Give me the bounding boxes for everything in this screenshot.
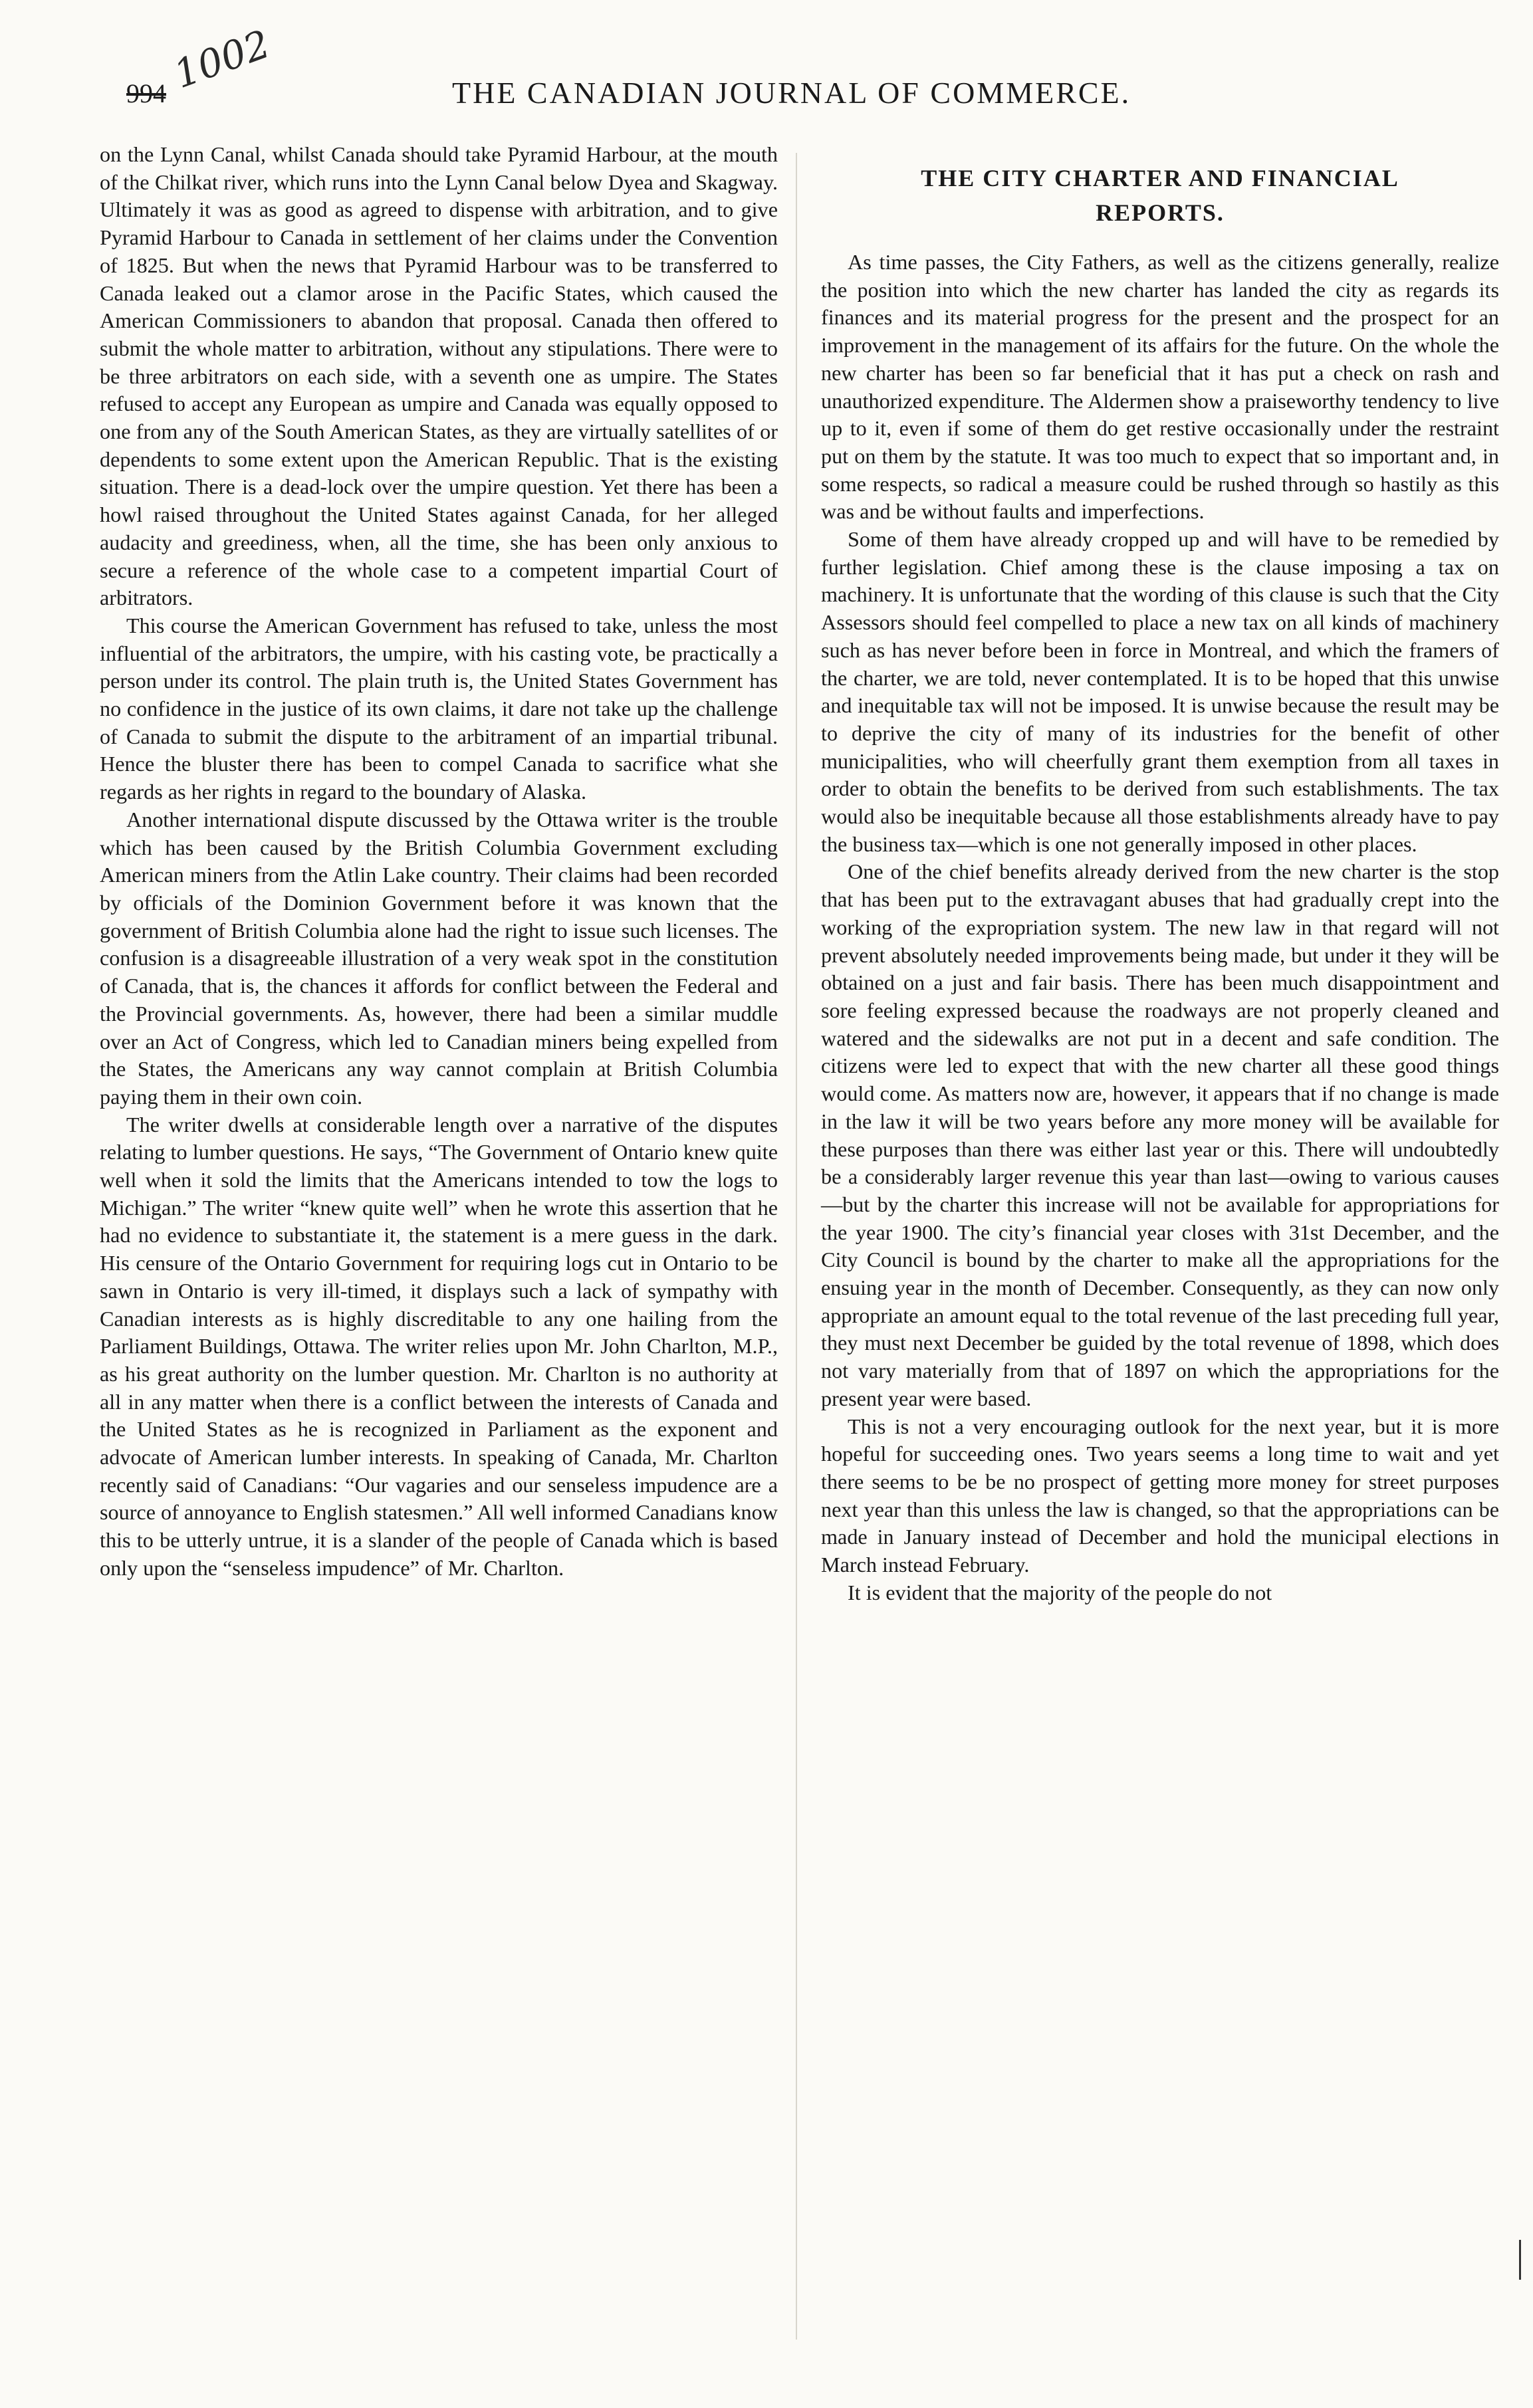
article-title-line: THE CITY CHARTER AND FINANCIAL (921, 165, 1399, 191)
column-divider (796, 153, 797, 2340)
journal-title: THE CANADIAN JOURNAL OF COMMERCE. (452, 76, 1131, 110)
paragraph: on the Lynn Canal, whilst Canada should take Pyramid Harbour, at the mouth of the Chilkat river, which runs into the Lynn Canal below Dyea and Skagway. Ultimately it was as good as agreed to dispense with arbitration, and to give Pyramid Harbour to Canada in settlement of her claims under the Convention of 1825. But when the news that Pyramid Harbour was to be transferred to Canada leaked out a clamor arose in the Pacific States, which caused the American Commissioners to abandon that proposal. Canada then offered to submit the whole matter to arbitration, without any stipulations. There were to be three arbitrators on each side, with a seventh one as umpire. The States refused to accept any European as umpire and Canada was equally opposed to one from any of the South American States, as they are virtually satellites of or dependents to some extent upon the American Republic. That is the existing situation. There is a dead-lock over the umpire question. Yet there has been a howl raised throughout the United States against Canada, for her alleged audacity and greediness, when, all the time, she has been only anxious to secure a reference of the whole case to a competent impartial Court of arbitrators. (100, 142, 778, 610)
page-header (126, 21, 1423, 130)
paragraph: As time passes, the City Fathers, as well as the citizens generally, realize the position into which the new charter has landed the city as regards its finances and its material progress for the present and the prospect for an improvement in the management of its affairs for the future. On the whole the new charter has been so far beneficial that it has put a check on rash and unauthorized expenditure. The Aldermen show a praiseworthy tendency to live up to it, even if some of them do get restive occasionally under the restraint put on them by the statute. It was too much to expect that so important and, in some respects, so radical a measure could be rushed through so hastily as this was and be without faults and imperfections. (821, 250, 1499, 524)
paragraph: Another international dispute discussed by the Ottawa writer is the trouble which has been caused by the British Columbia Government excluding American miners from the Atlin Lake country. Their claims had been recorded by officials of the Dominion Government before it was known that the government of British Columbia alone had the right to issue such licenses. The confusion is a disagreeable illustration of a very weak spot in the constitution of Canada, that is, the chances it affords for conflict between the Federal and the Provincial governments. As, however, there had been a similar muddle over an Act of Congress, which led to Canadian miners being expelled from the States, the Americans any way cannot complain at British Columbia paying them in their own coin. (100, 807, 778, 1109)
right-column (821, 141, 1499, 1606)
paragraph: Some of them have already cropped up and will have to be remedied by further legislation. Chief among these is the clause imposing a tax on machinery. It is unfortunate that the wording of this clause is such that the City Assessors should feel compelled to place a new tax on all kinds of machinery such as has never before been in force in Montreal, and which the framers of the charter, we are told, never contemplated. It is to be hoped that this unwise and inequitable tax will not be imposed. It is unwise because the result may be to deprive the city of many of its industries for the benefit of other municipalities, who will cheerfully grant them exemption from all taxes in order to obtain the benefits to be derived from such establishments. The tax would also be inequitable because all those establishments already have to pay the business tax—which is one not generally imposed in other places. (821, 527, 1499, 856)
edge-mark (1519, 2240, 1521, 2280)
paragraph: It is evident that the majority of the people do not (848, 1580, 1272, 1604)
paragraph: This is not a very encouraging outlook for the next year, but it is more hopeful for succeeding ones. Two years seems a long time to wait and yet there seems to be be no prospect of getting more money for street purposes next year than this unless the law is changed, so that the appropriations can be made in January instead of December and hold the municipal elections in March instead February. (821, 1414, 1499, 1577)
left-column (100, 141, 778, 1583)
article-title (821, 161, 1499, 230)
paragraph: The writer dwells at considerable length over a narrative of the disputes relating to lumber questions. He says, “The Government of Ontario knew quite well when it sold the limits that the Americans intended to tow the logs to Michigan.” The writer “knew quite well” when he wrote this assertion that he had no evidence to substantiate it, the statement is a mere guess in the dark. His censure of the Ontario Government for requiring logs cut in Ontario to be sawn in Ontario is very ill-timed, it displays such a lack of sympathy with Canadian interests as is highly discreditable to any one hailing from the Parliament Buildings, Ottawa. The writer relies upon Mr. John Charlton, M.P., as his great authority on the lumber question. Mr. Charlton is no authority at all in any matter when there is a conflict between the interests of Canada and the United States as he is recognized in Parliament as the exponent and advocate of American lumber interests. In speaking of Canada, Mr. Charlton recently said of Canadians: “Our vagaries and our senseless impudence are a source of annoyance to English statesmen.” All well informed Canadians know this to be utterly untrue, it is a slander of the people of Canada which is based only upon the “senseless impudence” of Mr. Charlton. (100, 1112, 778, 1580)
article-body (821, 249, 1499, 1606)
paragraph: One of the chief benefits already derived from the new charter is the stop that has been put to the extravagant abuses that had gradually crept into the working of the expropriation system. The new law in that regard will not prevent absolutely needed improvements being made, but under it they will be obtained on a just and fair basis. There has been much disappointment and sore feeling expressed because the roadways are not properly cleaned and watered and the sidewalks are not put in a decent and safe condition. The citizens were led to expect that with the new charter all these good things would come. As matters now are, however, it appears that if no change is made in the law it will be two years before any more money will be available for these purposes than there was either last year or this. There will undoubtedly be a considerably larger revenue this year than last—owing to various causes—but by the charter this increase will not be available for appropriations for the year 1900. The city’s financial year closes with 31st December, and the City Council is bound by the charter to make all the appropriations for the ensuing year in the month of December. Consequently, as they can now only appropriate an amount equal to the total revenue of the last preceding full year, they must next December be guided by the total revenue of 1898, which does not vary materially from that of 1897 on which the appropriations for the present year were based. (821, 859, 1499, 1410)
article-title-line: REPORTS. (1096, 199, 1225, 226)
handwritten-page-annotation: 1002 (168, 21, 276, 98)
page-number: 994 (126, 78, 166, 108)
paragraph: This course the American Government has refused to take, unless the most influential of the arbitrators, the umpire, with his casting vote, be practically a person under its control. The plain truth is, the United States Government has no confidence in the justice of its own claims, it dare not take up the challenge of Canada to submit the dispute to the arbitrament of an impartial tribunal. Hence the bluster there has been to compel Canada to sacrifice what she regards as her rights in regard to the boundary of Alaska. (100, 613, 778, 804)
